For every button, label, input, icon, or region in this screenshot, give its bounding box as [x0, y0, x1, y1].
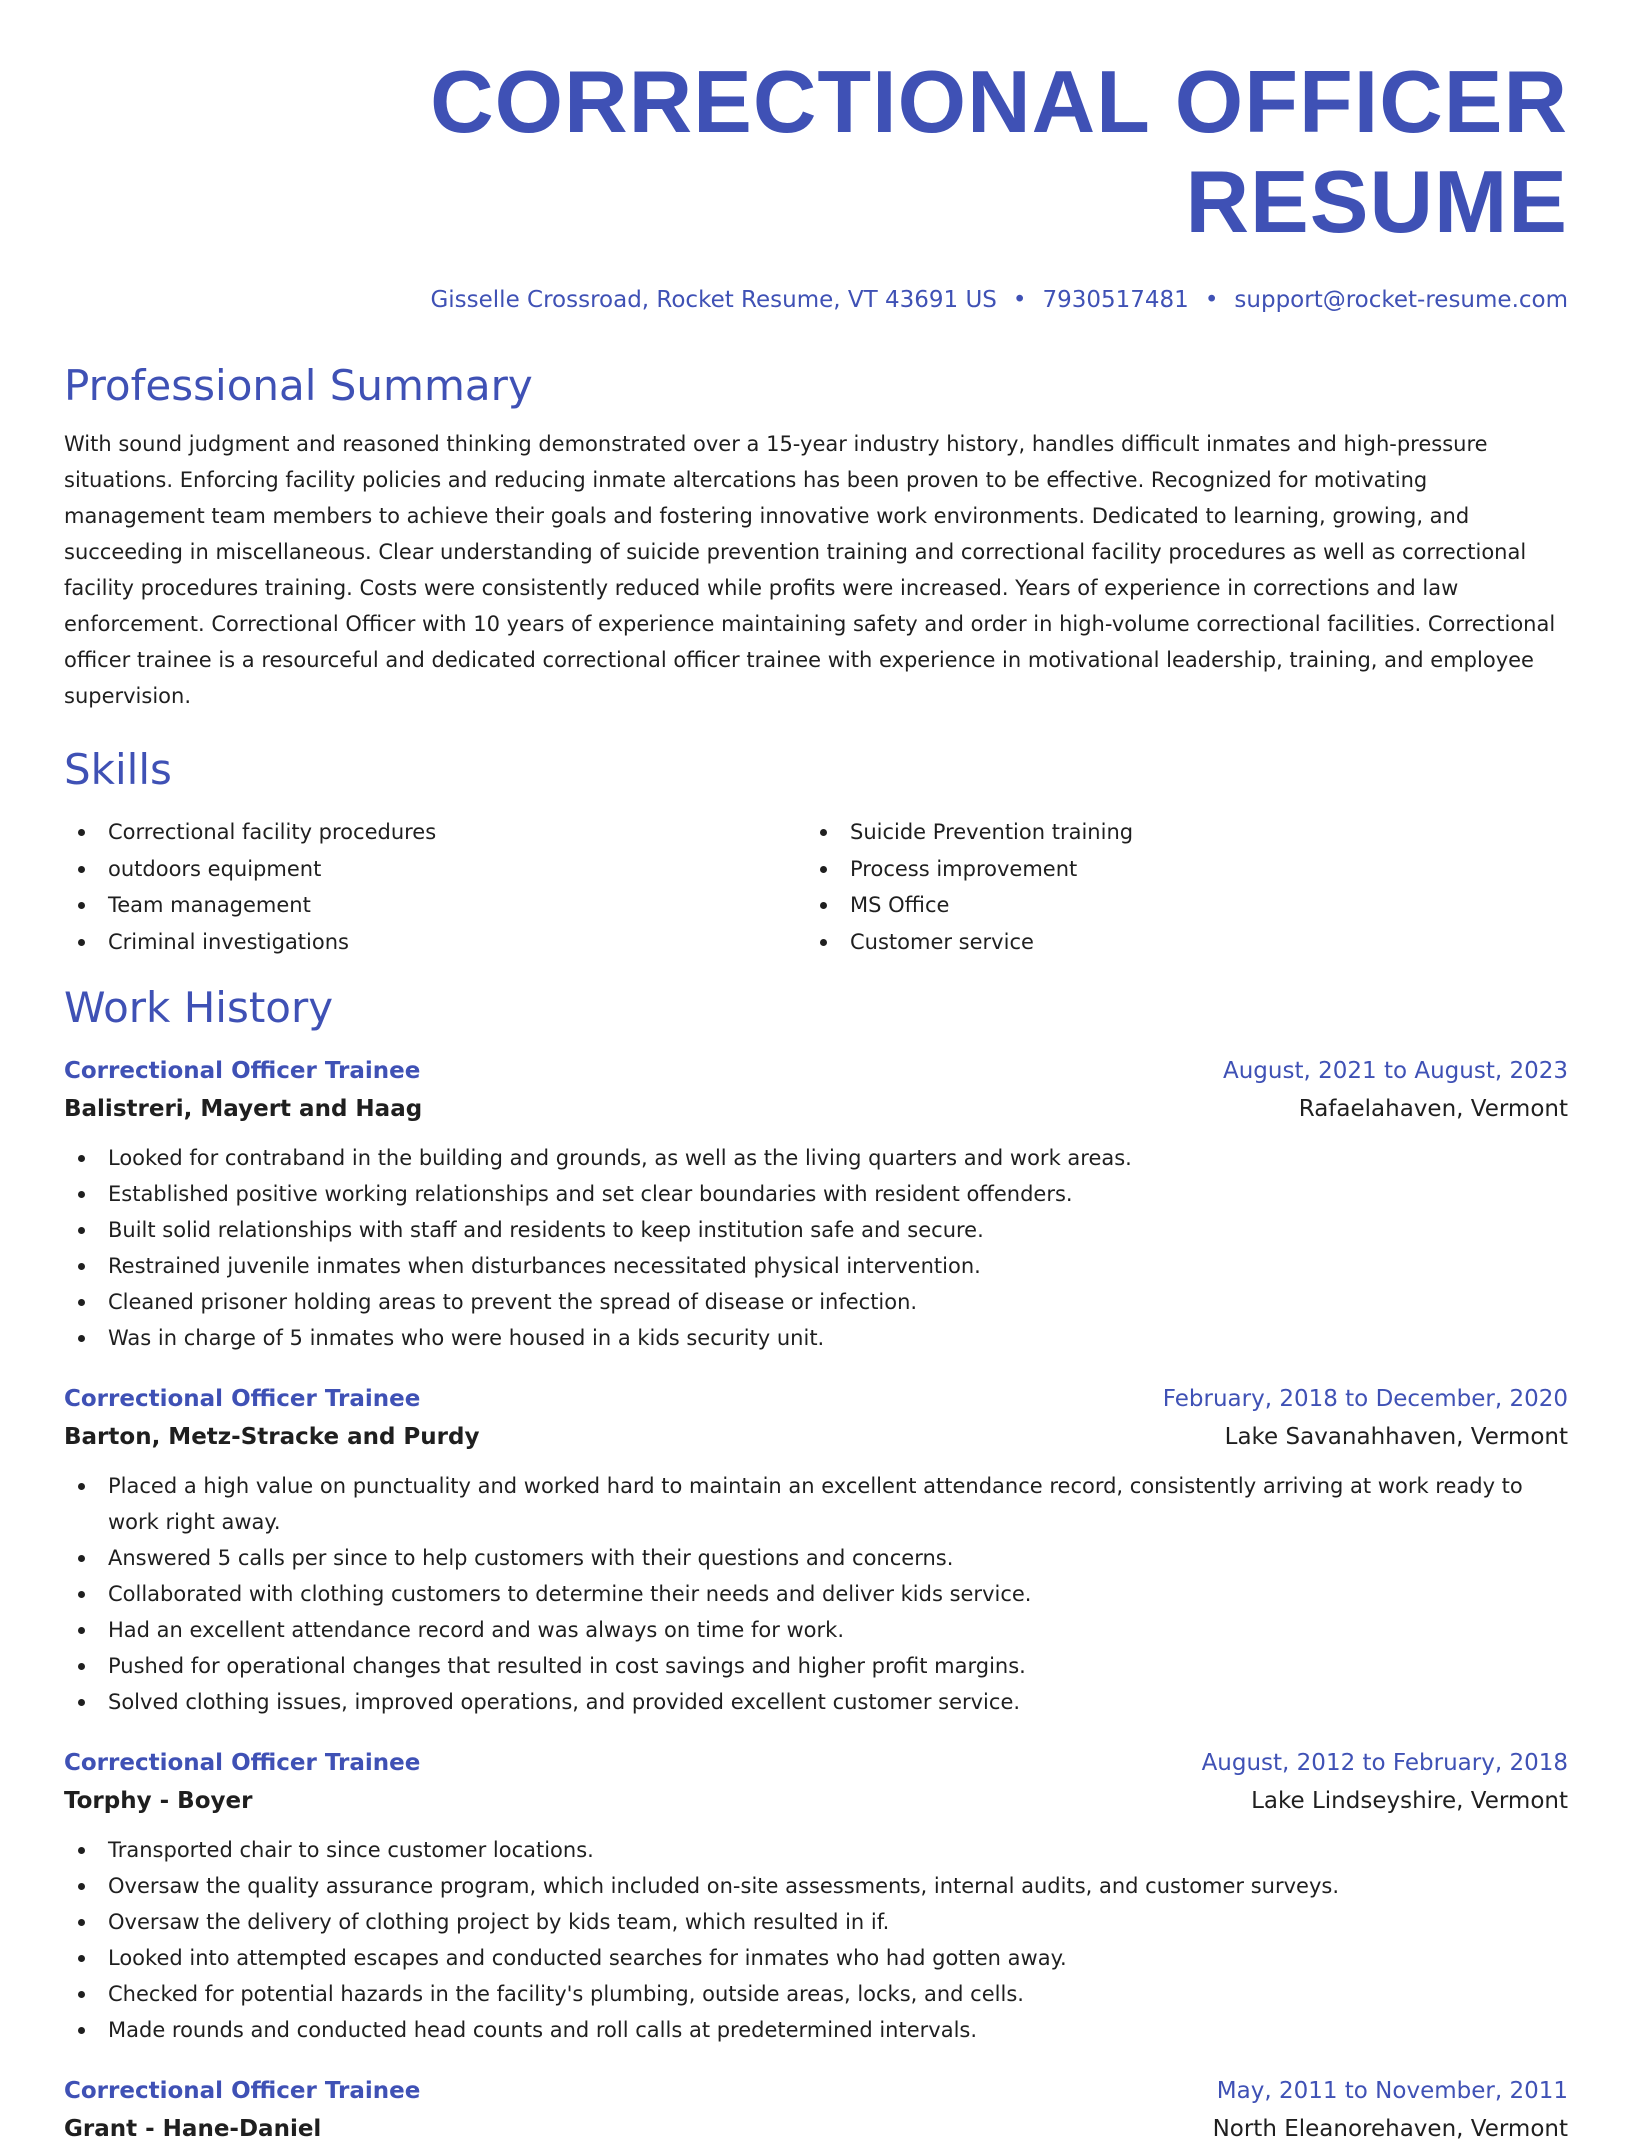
job-entry: [64, 1052, 1568, 1356]
contact-line: [64, 284, 1568, 316]
job-company: Grant - Hane-Daniel: [64, 2116, 322, 2142]
job-entry: [64, 1744, 1568, 2048]
resume-page: [64, 0, 1568, 2148]
skill-item: Correctional facility procedures: [64, 814, 806, 851]
job-bullets: [64, 1832, 1568, 2048]
job-bullets: [64, 1140, 1568, 1356]
skills-column-right: [806, 814, 1548, 960]
job-location: Lake Savanahhaven, Vermont: [1224, 1424, 1568, 1450]
job-title: Correctional Officer Trainee: [64, 1386, 421, 1412]
job-bullet: Checked for potential hazards in the facility's plumbing, outside areas, locks, and cells.: [64, 1976, 1568, 2012]
resume-title: CORRECTIONAL OFFICER RESUME: [430, 52, 1568, 251]
job-location: Rafaelahaven, Vermont: [1298, 1096, 1568, 1122]
skill-item: Process improvement: [806, 851, 1548, 888]
separator-dot: •: [1204, 287, 1219, 313]
skills-heading: Skills: [64, 745, 172, 794]
job-dates: August, 2021 to August, 2023: [1223, 1058, 1568, 1084]
skill-item: Criminal investigations: [64, 924, 806, 961]
job-bullet: Oversaw the quality assurance program, which included on-site assessments, internal audits, and customer surveys.: [64, 1868, 1568, 1904]
job-bullet: Had an excellent attendance record and was always on time for work.: [64, 1612, 1568, 1648]
job-bullet: Oversaw the delivery of clothing project by kids team, which resulted in if.: [64, 1904, 1568, 1940]
skill-item: Customer service: [806, 924, 1548, 961]
job-bullet: Solved clothing issues, improved operations, and provided excellent customer service.: [64, 1684, 1568, 1720]
job-company: Torphy - Boyer: [64, 1788, 253, 1814]
contact-address: Gisselle Crossroad, Rocket Resume, VT 43691 US: [430, 287, 997, 313]
job-bullet: Looked into attempted escapes and conducted searches for inmates who had gotten away.: [64, 1940, 1568, 1976]
job-bullet: Was in charge of 5 inmates who were housed in a kids security unit.: [64, 1320, 1568, 1356]
job-bullet: Established positive working relationships and set clear boundaries with resident offenders.: [64, 1176, 1568, 1212]
job-bullet: Pushed for operational changes that resulted in cost savings and higher profit margins.: [64, 1648, 1568, 1684]
job-title: Correctional Officer Trainee: [64, 1058, 421, 1084]
job-title: Correctional Officer Trainee: [64, 1750, 421, 1776]
job-location: Lake Lindseyshire, Vermont: [1251, 1788, 1568, 1814]
job-bullet: Cleaned prisoner holding areas to prevent the spread of disease or infection.: [64, 1284, 1568, 1320]
skills-list: [64, 814, 1568, 960]
job-entry: [64, 2072, 1568, 2148]
job-dates: February, 2018 to December, 2020: [1162, 1386, 1568, 1412]
work-history-heading: Work History: [64, 983, 334, 1032]
separator-dot: •: [1012, 287, 1027, 313]
job-location: North Eleanorehaven, Vermont: [1212, 2116, 1568, 2142]
job-bullet: Built solid relationships with staff and residents to keep institution safe and secure.: [64, 1212, 1568, 1248]
skill-item: Team management: [64, 887, 806, 924]
job-bullet: Restrained juvenile inmates when disturbances necessitated physical intervention.: [64, 1248, 1568, 1284]
job-entry: [64, 1380, 1568, 1720]
job-bullet: Placed a high value on punctuality and worked hard to maintain an excellent attendance record, consistently arriving at work ready to work right away.: [64, 1468, 1568, 1540]
job-bullet: Made rounds and conducted head counts and roll calls at predetermined intervals.: [64, 2012, 1568, 2048]
job-bullet: Answered 5 calls per since to help customers with their questions and concerns.: [64, 1540, 1568, 1576]
skill-item: outdoors equipment: [64, 851, 806, 888]
contact-email: support@rocket-resume.com: [1234, 287, 1568, 313]
summary-text: With sound judgment and reasoned thinking demonstrated over a 15-year industry history, handles difficult inmates and high-pressure situations. Enforcing facility policies and reducing inmate altercations has been proven to be effective. Recognized for motivating management team members to achieve their goals and fostering innovative work environments. Dedicated to learning, growing, and succeeding in miscellaneous. Clear understanding of suicide prevention training and correctional facility procedures as well as correctional facility procedures training. Costs were consistently reduced while profits were increased. Years of experience in corrections and law enforcement. Correctional Officer with 10 years of experience maintaining safety and order in high-volume correctional facilities. Correctional officer trainee is a resourceful and dedicated correctional officer trainee with experience in motivational leadership, training, and employee supervision.: [64, 432, 1556, 708]
job-dates: May, 2011 to November, 2011: [1216, 2078, 1568, 2104]
skill-item: Suicide Prevention training: [806, 814, 1548, 851]
job-company: Balistreri, Mayert and Haag: [64, 1096, 423, 1122]
skills-column-left: [64, 814, 806, 960]
skill-item: MS Office: [806, 887, 1548, 924]
job-title: Correctional Officer Trainee: [64, 2078, 421, 2104]
summary-heading: Professional Summary: [64, 361, 533, 410]
job-bullet: Looked for contraband in the building and grounds, as well as the living quarters and work areas.: [64, 1140, 1568, 1176]
job-bullet: Transported chair to since customer locations.: [64, 1832, 1568, 1868]
job-bullet: Collaborated with clothing customers to determine their needs and deliver kids service.: [64, 1576, 1568, 1612]
job-dates: August, 2012 to February, 2018: [1201, 1750, 1568, 1776]
job-bullets: [64, 1468, 1568, 1720]
contact-phone: 7930517481: [1042, 287, 1189, 313]
job-company: Barton, Metz-Stracke and Purdy: [64, 1424, 480, 1450]
